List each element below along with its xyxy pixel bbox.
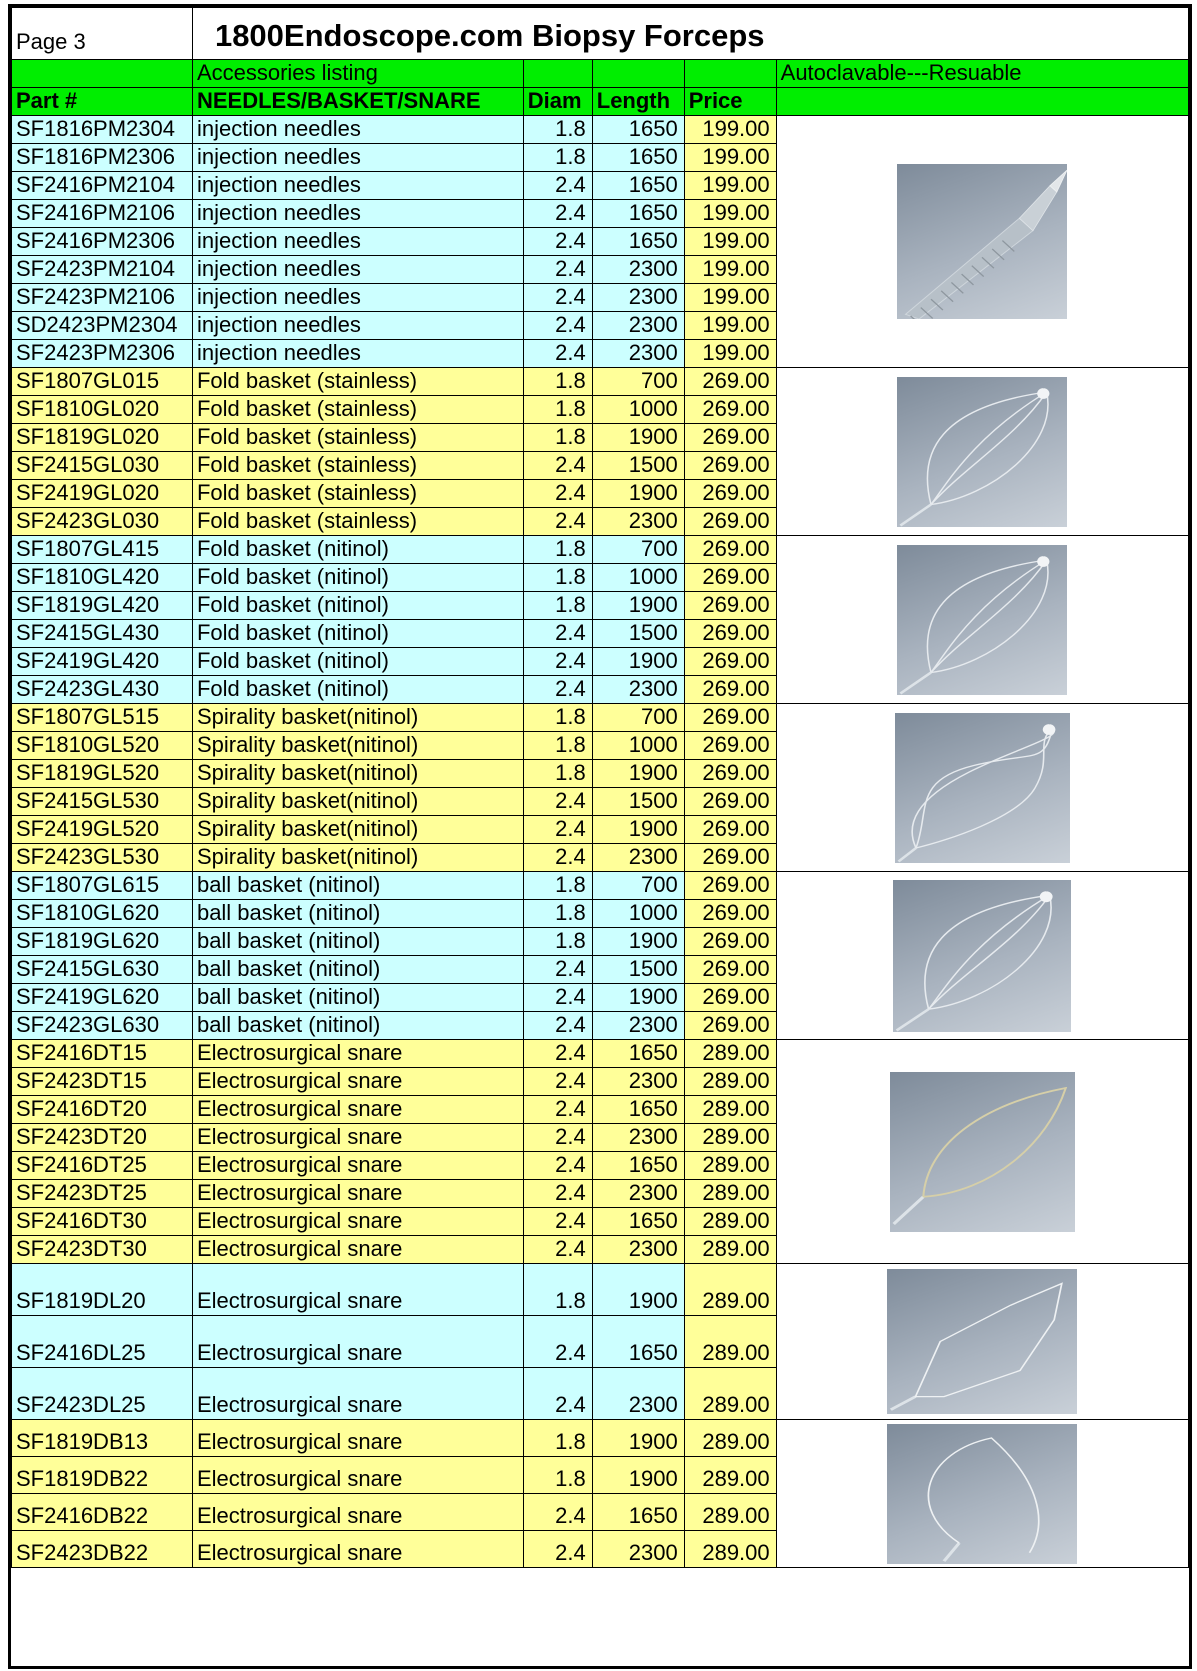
description-cell: Electrosurgical snare [192,1180,523,1208]
diameter-cell: 2.4 [523,312,592,340]
diameter-cell: 2.4 [523,1316,592,1368]
description-cell: Spirality basket(nitinol) [192,788,523,816]
price-cell: 289.00 [684,1124,776,1152]
column-header-price: Price [684,88,776,116]
table-row [12,872,1189,900]
product-image-cell [776,536,1188,704]
description-cell: ball basket (nitinol) [192,1012,523,1040]
part-number-cell: SD2423PM2304 [12,312,193,340]
price-cell: 269.00 [684,396,776,424]
length-cell: 1650 [592,228,684,256]
description-cell: Electrosurgical snare [192,1040,523,1068]
length-cell: 1900 [592,928,684,956]
price-cell: 289.00 [684,1531,776,1568]
part-number-cell: SF2415GL630 [12,956,193,984]
diameter-cell: 1.8 [523,536,592,564]
length-cell: 1650 [592,200,684,228]
length-cell: 1500 [592,620,684,648]
length-cell: 700 [592,704,684,732]
diameter-cell: 2.4 [523,284,592,312]
length-cell: 1000 [592,900,684,928]
description-cell: injection needles [192,312,523,340]
price-cell: 269.00 [684,732,776,760]
part-number-cell: SF1807GL515 [12,704,193,732]
table-row [12,368,1189,396]
description-cell: Fold basket (stainless) [192,368,523,396]
hexagonal-snare-photo [890,1072,1075,1232]
description-cell: Fold basket (stainless) [192,452,523,480]
column-header-description: NEEDLES/BASKET/SNARE [192,88,523,116]
length-cell: 2300 [592,676,684,704]
description-cell: Electrosurgical snare [192,1316,523,1368]
product-image-cell [776,1040,1188,1264]
diameter-cell: 1.8 [523,116,592,144]
length-cell: 2300 [592,312,684,340]
description-cell: Spirality basket(nitinol) [192,760,523,788]
length-cell: 2300 [592,284,684,312]
part-number-cell: SF2423GL530 [12,844,193,872]
price-cell: 289.00 [684,1152,776,1180]
part-number-cell: SF1810GL420 [12,564,193,592]
description-cell: ball basket (nitinol) [192,872,523,900]
oval-snare-photo [887,1269,1077,1414]
part-number-cell: SF1810GL020 [12,396,193,424]
description-cell: Fold basket (nitinol) [192,536,523,564]
part-number-cell: SF2416DL25 [12,1316,193,1368]
description-cell: Electrosurgical snare [192,1152,523,1180]
price-cell: 199.00 [684,116,776,144]
price-cell: 269.00 [684,900,776,928]
length-cell: 2300 [592,508,684,536]
diameter-cell: 1.8 [523,1264,592,1316]
description-cell: Fold basket (nitinol) [192,592,523,620]
part-number-cell: SF2423DT15 [12,1068,193,1096]
description-cell: Fold basket (stainless) [192,396,523,424]
diameter-cell: 2.4 [523,340,592,368]
crescent-snare-photo [887,1424,1077,1564]
diameter-cell: 2.4 [523,788,592,816]
product-image-cell [776,368,1188,536]
subheader-blank [523,60,592,88]
description-cell: Electrosurgical snare [192,1531,523,1568]
length-cell: 1650 [592,1494,684,1531]
length-cell: 2300 [592,1012,684,1040]
price-cell: 269.00 [684,452,776,480]
part-number-cell: SF2416DT15 [12,1040,193,1068]
page-label: Page 3 [12,8,193,60]
length-cell: 1000 [592,732,684,760]
price-cell: 289.00 [684,1040,776,1068]
description-cell: Electrosurgical snare [192,1457,523,1494]
price-cell: 269.00 [684,872,776,900]
diameter-cell: 2.4 [523,620,592,648]
diameter-cell: 2.4 [523,956,592,984]
length-cell: 1900 [592,816,684,844]
part-number-cell: SF2419GL020 [12,480,193,508]
length-cell: 700 [592,368,684,396]
part-number-cell: SF2419GL520 [12,816,193,844]
part-number-cell: SF1819DB22 [12,1457,193,1494]
price-cell: 289.00 [684,1494,776,1531]
part-number-cell: SF1819DL20 [12,1264,193,1316]
diameter-cell: 2.4 [523,816,592,844]
description-cell: Fold basket (stainless) [192,480,523,508]
part-number-cell: SF1816PM2306 [12,144,193,172]
part-number-cell: SF2419GL620 [12,984,193,1012]
price-cell: 269.00 [684,648,776,676]
diameter-cell: 2.4 [523,1236,592,1264]
part-number-cell: SF2423DT30 [12,1236,193,1264]
price-cell: 269.00 [684,564,776,592]
length-cell: 2300 [592,1068,684,1096]
price-cell: 289.00 [684,1236,776,1264]
description-cell: injection needles [192,116,523,144]
part-number-cell: SF2423DT20 [12,1124,193,1152]
part-number-cell: SF1819DB13 [12,1420,193,1457]
part-number-cell: SF2423GL030 [12,508,193,536]
diameter-cell: 2.4 [523,1040,592,1068]
part-number-cell: SF2423DL25 [12,1368,193,1420]
price-cell: 199.00 [684,172,776,200]
description-cell: Electrosurgical snare [192,1368,523,1420]
description-cell: Fold basket (nitinol) [192,620,523,648]
part-number-cell: SF2423DB22 [12,1531,193,1568]
diameter-cell: 1.8 [523,872,592,900]
part-number-cell: SF2416DB22 [12,1494,193,1531]
part-number-cell: SF2415GL530 [12,788,193,816]
description-cell: injection needles [192,228,523,256]
length-cell: 1500 [592,788,684,816]
price-cell: 269.00 [684,816,776,844]
length-cell: 1650 [592,116,684,144]
diameter-cell: 1.8 [523,396,592,424]
description-cell: Electrosurgical snare [192,1124,523,1152]
length-cell: 1900 [592,1264,684,1316]
description-cell: ball basket (nitinol) [192,900,523,928]
product-image-cell [776,872,1188,1040]
length-cell: 1900 [592,1457,684,1494]
part-number-cell: SF2416PM2104 [12,172,193,200]
description-cell: Fold basket (nitinol) [192,648,523,676]
price-cell: 199.00 [684,200,776,228]
diameter-cell: 1.8 [523,144,592,172]
part-number-cell: SF1819GL520 [12,760,193,788]
price-cell: 269.00 [684,984,776,1012]
price-cell: 269.00 [684,956,776,984]
price-sheet [8,4,1192,1669]
diameter-cell: 1.8 [523,704,592,732]
diameter-cell: 2.4 [523,676,592,704]
description-cell: ball basket (nitinol) [192,928,523,956]
injection-needle-photo [897,164,1067,319]
description-cell: Electrosurgical snare [192,1068,523,1096]
price-cell: 269.00 [684,704,776,732]
subheader-blank [12,60,193,88]
price-cell: 269.00 [684,1012,776,1040]
description-cell: Fold basket (nitinol) [192,564,523,592]
description-cell: Fold basket (stainless) [192,508,523,536]
price-cell: 269.00 [684,760,776,788]
description-cell: injection needles [192,256,523,284]
price-cell: 269.00 [684,508,776,536]
product-image-cell [776,116,1188,368]
diameter-cell: 2.4 [523,984,592,1012]
length-cell: 2300 [592,256,684,284]
nitinol-fold-basket-photo [897,545,1067,695]
ball-basket-photo [893,880,1071,1032]
price-cell: 289.00 [684,1457,776,1494]
diameter-cell: 2.4 [523,228,592,256]
price-cell: 199.00 [684,256,776,284]
part-number-cell: SF2416DT20 [12,1096,193,1124]
accessories-table [11,7,1189,1568]
length-cell: 2300 [592,340,684,368]
title-row [12,8,1189,60]
diameter-cell: 2.4 [523,1152,592,1180]
price-cell: 199.00 [684,340,776,368]
diameter-cell: 1.8 [523,760,592,788]
diameter-cell: 2.4 [523,1368,592,1420]
description-cell: Fold basket (stainless) [192,424,523,452]
diameter-cell: 2.4 [523,200,592,228]
length-cell: 700 [592,872,684,900]
description-cell: Spirality basket(nitinol) [192,816,523,844]
price-cell: 269.00 [684,536,776,564]
description-cell: Spirality basket(nitinol) [192,704,523,732]
diameter-cell: 2.4 [523,1068,592,1096]
category-label: Accessories listing [192,60,523,88]
part-number-cell: SF2415GL430 [12,620,193,648]
price-cell: 269.00 [684,424,776,452]
product-image-cell [776,704,1188,872]
price-cell: 269.00 [684,592,776,620]
price-cell: 289.00 [684,1316,776,1368]
diameter-cell: 2.4 [523,1494,592,1531]
description-cell: Electrosurgical snare [192,1420,523,1457]
part-number-cell: SF2423GL430 [12,676,193,704]
table-row [12,536,1189,564]
description-cell: Spirality basket(nitinol) [192,844,523,872]
price-cell: 269.00 [684,676,776,704]
description-cell: injection needles [192,284,523,312]
diameter-cell: 2.4 [523,648,592,676]
spirality-basket-photo [895,713,1070,863]
part-number-cell: SF2423PM2106 [12,284,193,312]
diameter-cell: 2.4 [523,480,592,508]
length-cell: 700 [592,536,684,564]
diameter-cell: 2.4 [523,1096,592,1124]
diameter-cell: 2.4 [523,844,592,872]
price-cell: 199.00 [684,228,776,256]
diameter-cell: 2.4 [523,1012,592,1040]
price-cell: 269.00 [684,620,776,648]
length-cell: 1650 [592,172,684,200]
subheader-blank [592,60,684,88]
price-cell: 269.00 [684,788,776,816]
diameter-cell: 1.8 [523,564,592,592]
part-number-cell: SF2416PM2106 [12,200,193,228]
description-cell: injection needles [192,340,523,368]
length-cell: 2300 [592,1368,684,1420]
table-row [12,1040,1189,1068]
price-cell: 199.00 [684,144,776,172]
length-cell: 1650 [592,1096,684,1124]
part-number-cell: SF2415GL030 [12,452,193,480]
diameter-cell: 2.4 [523,1180,592,1208]
part-number-cell: SF1810GL520 [12,732,193,760]
diameter-cell: 1.8 [523,1457,592,1494]
price-cell: 269.00 [684,928,776,956]
table-row [12,704,1189,732]
part-number-cell: SF1810GL620 [12,900,193,928]
table-row [12,1264,1189,1316]
price-cell: 289.00 [684,1068,776,1096]
column-header-diam: Diam [523,88,592,116]
description-cell: Electrosurgical snare [192,1208,523,1236]
column-header-row [12,88,1189,116]
length-cell: 1500 [592,452,684,480]
subheader-blank [684,60,776,88]
diameter-cell: 1.8 [523,1420,592,1457]
diameter-cell: 1.8 [523,900,592,928]
length-cell: 2300 [592,1124,684,1152]
description-cell: Electrosurgical snare [192,1096,523,1124]
price-cell: 269.00 [684,480,776,508]
part-number-cell: SF2423PM2306 [12,340,193,368]
description-cell: injection needles [192,200,523,228]
price-cell: 269.00 [684,844,776,872]
part-number-cell: SF1807GL415 [12,536,193,564]
diameter-cell: 2.4 [523,172,592,200]
stainless-fold-basket-photo [897,377,1067,527]
part-number-cell: SF2423PM2104 [12,256,193,284]
description-cell: Electrosurgical snare [192,1494,523,1531]
diameter-cell: 2.4 [523,256,592,284]
price-cell: 199.00 [684,312,776,340]
length-cell: 1900 [592,592,684,620]
length-cell: 2300 [592,1180,684,1208]
price-cell: 199.00 [684,284,776,312]
length-cell: 1900 [592,480,684,508]
length-cell: 1900 [592,1420,684,1457]
part-number-cell: SF2419GL420 [12,648,193,676]
product-image-cell [776,1420,1188,1568]
length-cell: 1650 [592,1208,684,1236]
column-header-blank [776,88,1188,116]
diameter-cell: 1.8 [523,424,592,452]
diameter-cell: 2.4 [523,508,592,536]
part-number-cell: SF2423DT25 [12,1180,193,1208]
price-cell: 289.00 [684,1264,776,1316]
length-cell: 1500 [592,956,684,984]
description-cell: injection needles [192,172,523,200]
description-cell: ball basket (nitinol) [192,984,523,1012]
length-cell: 2300 [592,844,684,872]
price-cell: 269.00 [684,368,776,396]
diameter-cell: 1.8 [523,928,592,956]
diameter-cell: 1.8 [523,368,592,396]
diameter-cell: 2.4 [523,452,592,480]
price-cell: 289.00 [684,1180,776,1208]
diameter-cell: 1.8 [523,592,592,620]
length-cell: 1000 [592,396,684,424]
part-number-cell: SF2416PM2306 [12,228,193,256]
description-cell: Electrosurgical snare [192,1264,523,1316]
description-cell: injection needles [192,144,523,172]
part-number-cell: SF1819GL020 [12,424,193,452]
part-number-cell: SF2416DT30 [12,1208,193,1236]
column-header-part: Part # [12,88,193,116]
length-cell: 2300 [592,1236,684,1264]
length-cell: 1900 [592,984,684,1012]
description-cell: Fold basket (nitinol) [192,676,523,704]
price-cell: 289.00 [684,1420,776,1457]
length-cell: 1900 [592,648,684,676]
length-cell: 1650 [592,1152,684,1180]
price-cell: 289.00 [684,1368,776,1420]
price-cell: 289.00 [684,1208,776,1236]
length-cell: 1000 [592,564,684,592]
length-cell: 1650 [592,1040,684,1068]
diameter-cell: 2.4 [523,1208,592,1236]
description-cell: Electrosurgical snare [192,1236,523,1264]
subheader-row [12,60,1189,88]
part-number-cell: SF1819GL620 [12,928,193,956]
diameter-cell: 2.4 [523,1531,592,1568]
column-header-length: Length [592,88,684,116]
part-number-cell: SF1807GL615 [12,872,193,900]
length-cell: 2300 [592,1531,684,1568]
page-title: 1800Endoscope.com Biopsy Forceps [192,8,1188,60]
part-number-cell: SF2416DT25 [12,1152,193,1180]
table-row [12,1420,1189,1457]
part-number-cell: SF1819GL420 [12,592,193,620]
length-cell: 1900 [592,424,684,452]
table-row [12,116,1189,144]
price-cell: 289.00 [684,1096,776,1124]
length-cell: 1650 [592,144,684,172]
part-number-cell: SF1816PM2304 [12,116,193,144]
diameter-cell: 2.4 [523,1124,592,1152]
description-cell: Spirality basket(nitinol) [192,732,523,760]
length-cell: 1650 [592,1316,684,1368]
diameter-cell: 1.8 [523,732,592,760]
part-number-cell: SF1807GL015 [12,368,193,396]
length-cell: 1900 [592,760,684,788]
autoclavable-note: Autoclavable---Resuable [776,60,1188,88]
description-cell: ball basket (nitinol) [192,956,523,984]
part-number-cell: SF2423GL630 [12,1012,193,1040]
product-image-cell [776,1264,1188,1420]
